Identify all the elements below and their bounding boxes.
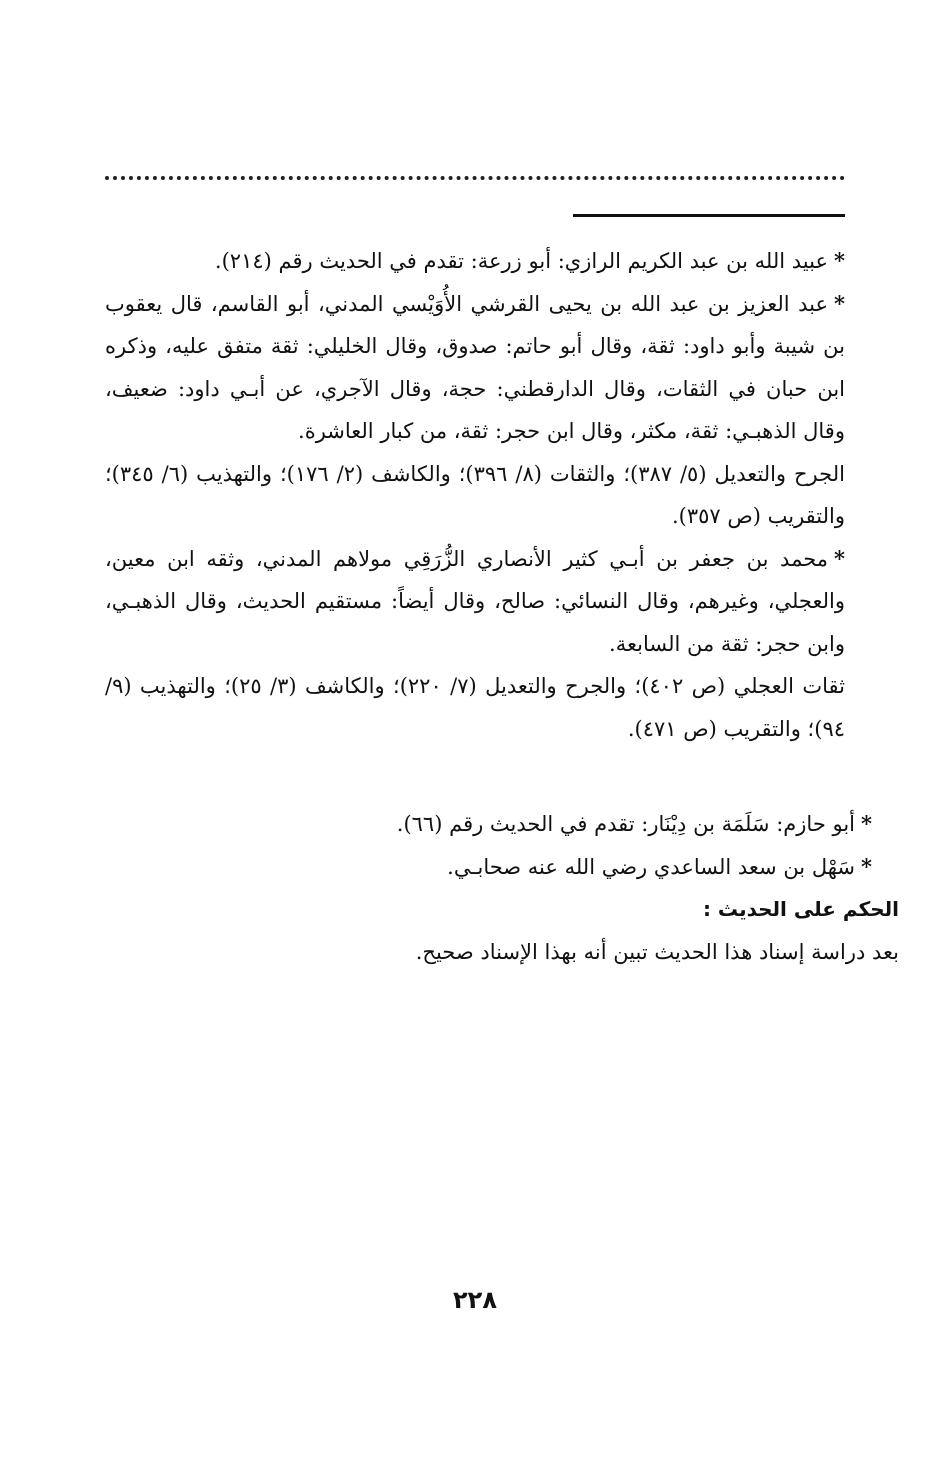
narrator-entry: [132, 846, 872, 889]
entry-text: أبو حازم: سَلَمَة بن دِيْنَار: تقدم في الحديث رقم (٦٦).: [396, 812, 856, 836]
narrator-entry: [105, 283, 845, 453]
entry-text: عبيد الله بن عبد الكريم الرازي: أبو زرعة: تقدم في الحديث رقم (٢١٤).: [214, 249, 829, 273]
references-entry: [105, 453, 845, 538]
bullet-star: *: [834, 545, 845, 571]
footnote-dotted-separator: [105, 176, 845, 180]
narrator-entry: [105, 750, 845, 793]
narrator-entry: [105, 538, 845, 666]
page-body: [105, 240, 845, 793]
bullet-star: *: [861, 853, 872, 879]
ruling-section: [132, 803, 899, 973]
entry-text: ثقات العجلي (ص ٤٠٢)؛ والجرح والتعديل (٧/ ٢٢٠)؛ والكاشف (٣/ ٢٥)؛ والتهذيب (٩/ ٩٤)؛ والتقريب (ص ٤٧١).: [105, 674, 845, 741]
references-entry: [105, 665, 845, 750]
entry-text: الجرح والتعديل (٥/ ٣٨٧)؛ والثقات (٨/ ٣٩٦)؛ والكاشف (٢/ ١٧٦)؛ والتهذيب (٦/ ٣٤٥)؛ والتقريب (ص ٣٥٧).: [105, 461, 845, 528]
bullet-star: *: [834, 290, 845, 316]
ruling-text: بعد دراسة إسناد هذا الحديث تبين أنه بهذا الإسناد صحيح.: [415, 939, 899, 964]
entry-text: سَهْل بن سعد الساعدي رضي الله عنه صحابـي.: [447, 854, 856, 879]
page-number: ٢٢٨: [453, 1286, 497, 1314]
narrator-entry: [105, 240, 845, 283]
section-rule: [573, 214, 845, 217]
bullet-star: *: [861, 811, 872, 836]
narrator-entry: [132, 803, 872, 846]
ruling-heading: الحكم على الحديث :: [702, 897, 899, 921]
entry-text: عبد العزيز بن عبد الله بن يحيى القرشي الأُوَيْسي المدني، أبو القاسم، قال يعقوب بن شيبة وأبو داود: ثقة، وقال أبو حاتم: صدوق، وقال الخليلي: ثقة متفق عليه، وذكره ابن حبان في الثقات، وقال الدارقطني: حجة، وقال الآجري، عن أبـي داود: ضعيف، وقال الذهبـي: ثقة، مكثر، وقال ابن حجر: ثقة، من كبار العاشرة.: [105, 291, 845, 443]
bullet-star: *: [834, 248, 845, 273]
entry-text: محمد بن جعفر بن أبـي كثير الأنصاري الزُّرَقِي مولاهم المدني، وثقه ابن معين، والعجلي، وغيرهم، وقال النسائي: صالح، وقال أيضاً: مستقيم الحديث، وقال الذهبـي، وابن حجر: ثقة من السابعة.: [105, 546, 845, 656]
